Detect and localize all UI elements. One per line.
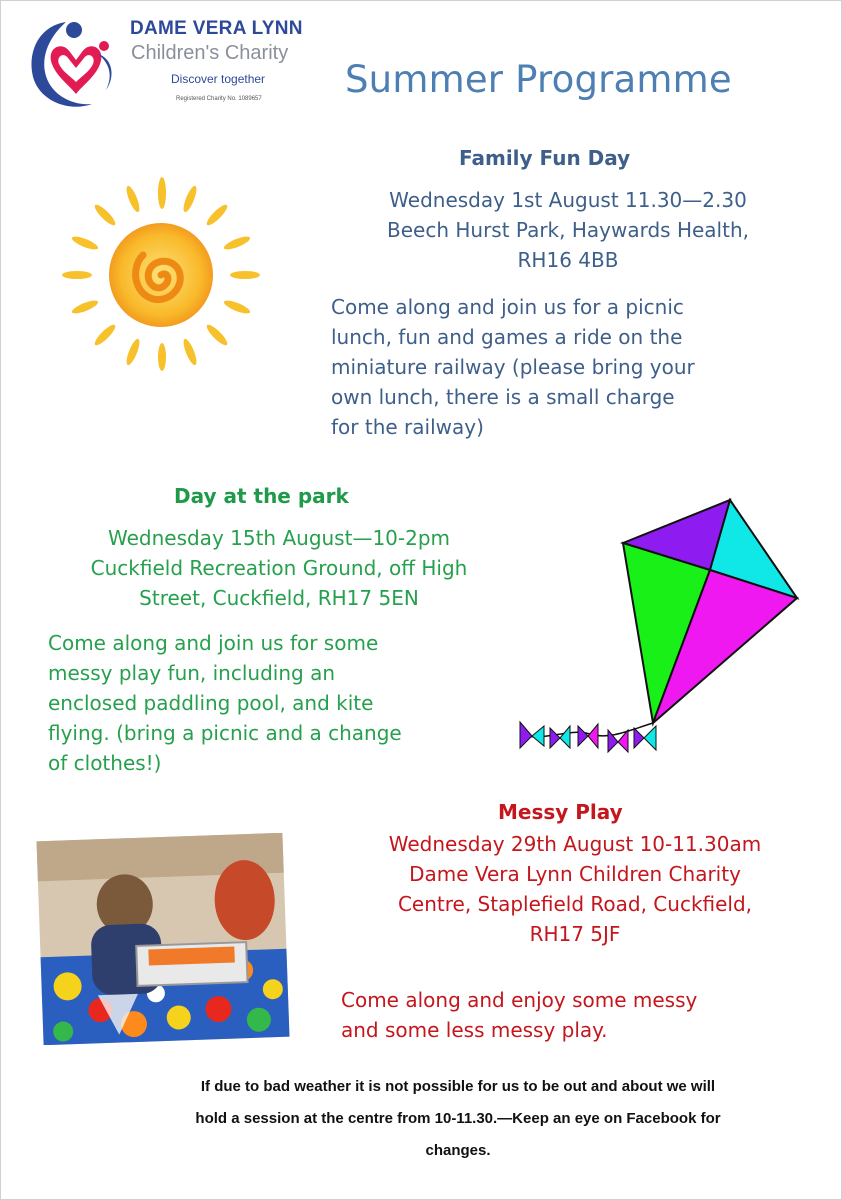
description-line: Come along and join us for a picnic — [331, 295, 684, 319]
org-subname: Children's Charity — [131, 42, 289, 64]
description-line: Come along and join us for some — [48, 631, 379, 655]
kite-icon — [510, 490, 810, 765]
event-description-family-fun-day — [331, 292, 695, 442]
event-location: RH16 4BB — [517, 248, 619, 272]
event-title-messy-play: Messy Play — [498, 800, 623, 824]
description-line: Come along and enjoy some messy — [341, 988, 698, 1012]
description-line: flying. (bring a picnic and a change — [48, 721, 402, 745]
page-title: Summer Programme — [345, 58, 732, 101]
event-location: Street, Cuckfield, RH17 5EN — [139, 586, 419, 610]
notice-line: hold a session at the centre from 10-11.30.—Keep an eye on Facebook for — [195, 1110, 721, 1127]
event-location: Centre, Staplefield Road, Cuckfield, — [397, 892, 753, 916]
org-tagline: Discover together — [171, 72, 266, 86]
description-line: messy play fun, including an — [48, 661, 336, 685]
event-date-time: Wednesday 1st August 11.30—2.30 — [389, 188, 747, 212]
event-date-time: Wednesday 29th August 10-11.30am — [388, 832, 762, 856]
description-line: miniature railway (please bring your — [331, 355, 695, 379]
event-location: Beech Hurst Park, Haywards Health, — [387, 218, 749, 242]
org-name: DAME VERA LYNN — [130, 18, 303, 39]
event-date-time: Wednesday 15th August—10-2pm — [107, 526, 451, 550]
messy-play-photo — [36, 833, 290, 1045]
weather-notice — [108, 1071, 808, 1167]
event-location: RH17 5JF — [529, 922, 621, 946]
event-details-day-at-the-park — [40, 523, 518, 613]
description-line: lunch, fun and games a ride on the — [331, 325, 683, 349]
event-location: Dame Vera Lynn Children Charity — [409, 862, 741, 886]
description-line: own lunch, there is a small charge — [331, 385, 675, 409]
notice-line: If due to bad weather it is not possible for us to be out and about we will — [200, 1078, 716, 1095]
event-details-family-fun-day — [328, 185, 808, 275]
event-location: Cuckfield Recreation Ground, off High — [90, 556, 468, 580]
description-line: and some less messy play. — [341, 1018, 608, 1042]
event-details-messy-play — [335, 829, 815, 949]
notice-line: changes. — [425, 1142, 491, 1159]
charity-logo-icon — [24, 14, 124, 114]
description-line: for the railway) — [331, 415, 484, 439]
description-line: enclosed paddling pool, and kite — [48, 691, 374, 715]
event-title-day-at-the-park: Day at the park — [174, 484, 349, 508]
sun-icon — [55, 175, 270, 375]
event-description-day-at-the-park — [48, 628, 402, 778]
registration-number: Registered Charity No. 1089657 — [176, 96, 262, 102]
event-description-messy-play — [341, 985, 697, 1045]
event-title-family-fun-day: Family Fun Day — [459, 146, 631, 170]
description-line: of clothes!) — [48, 751, 162, 775]
